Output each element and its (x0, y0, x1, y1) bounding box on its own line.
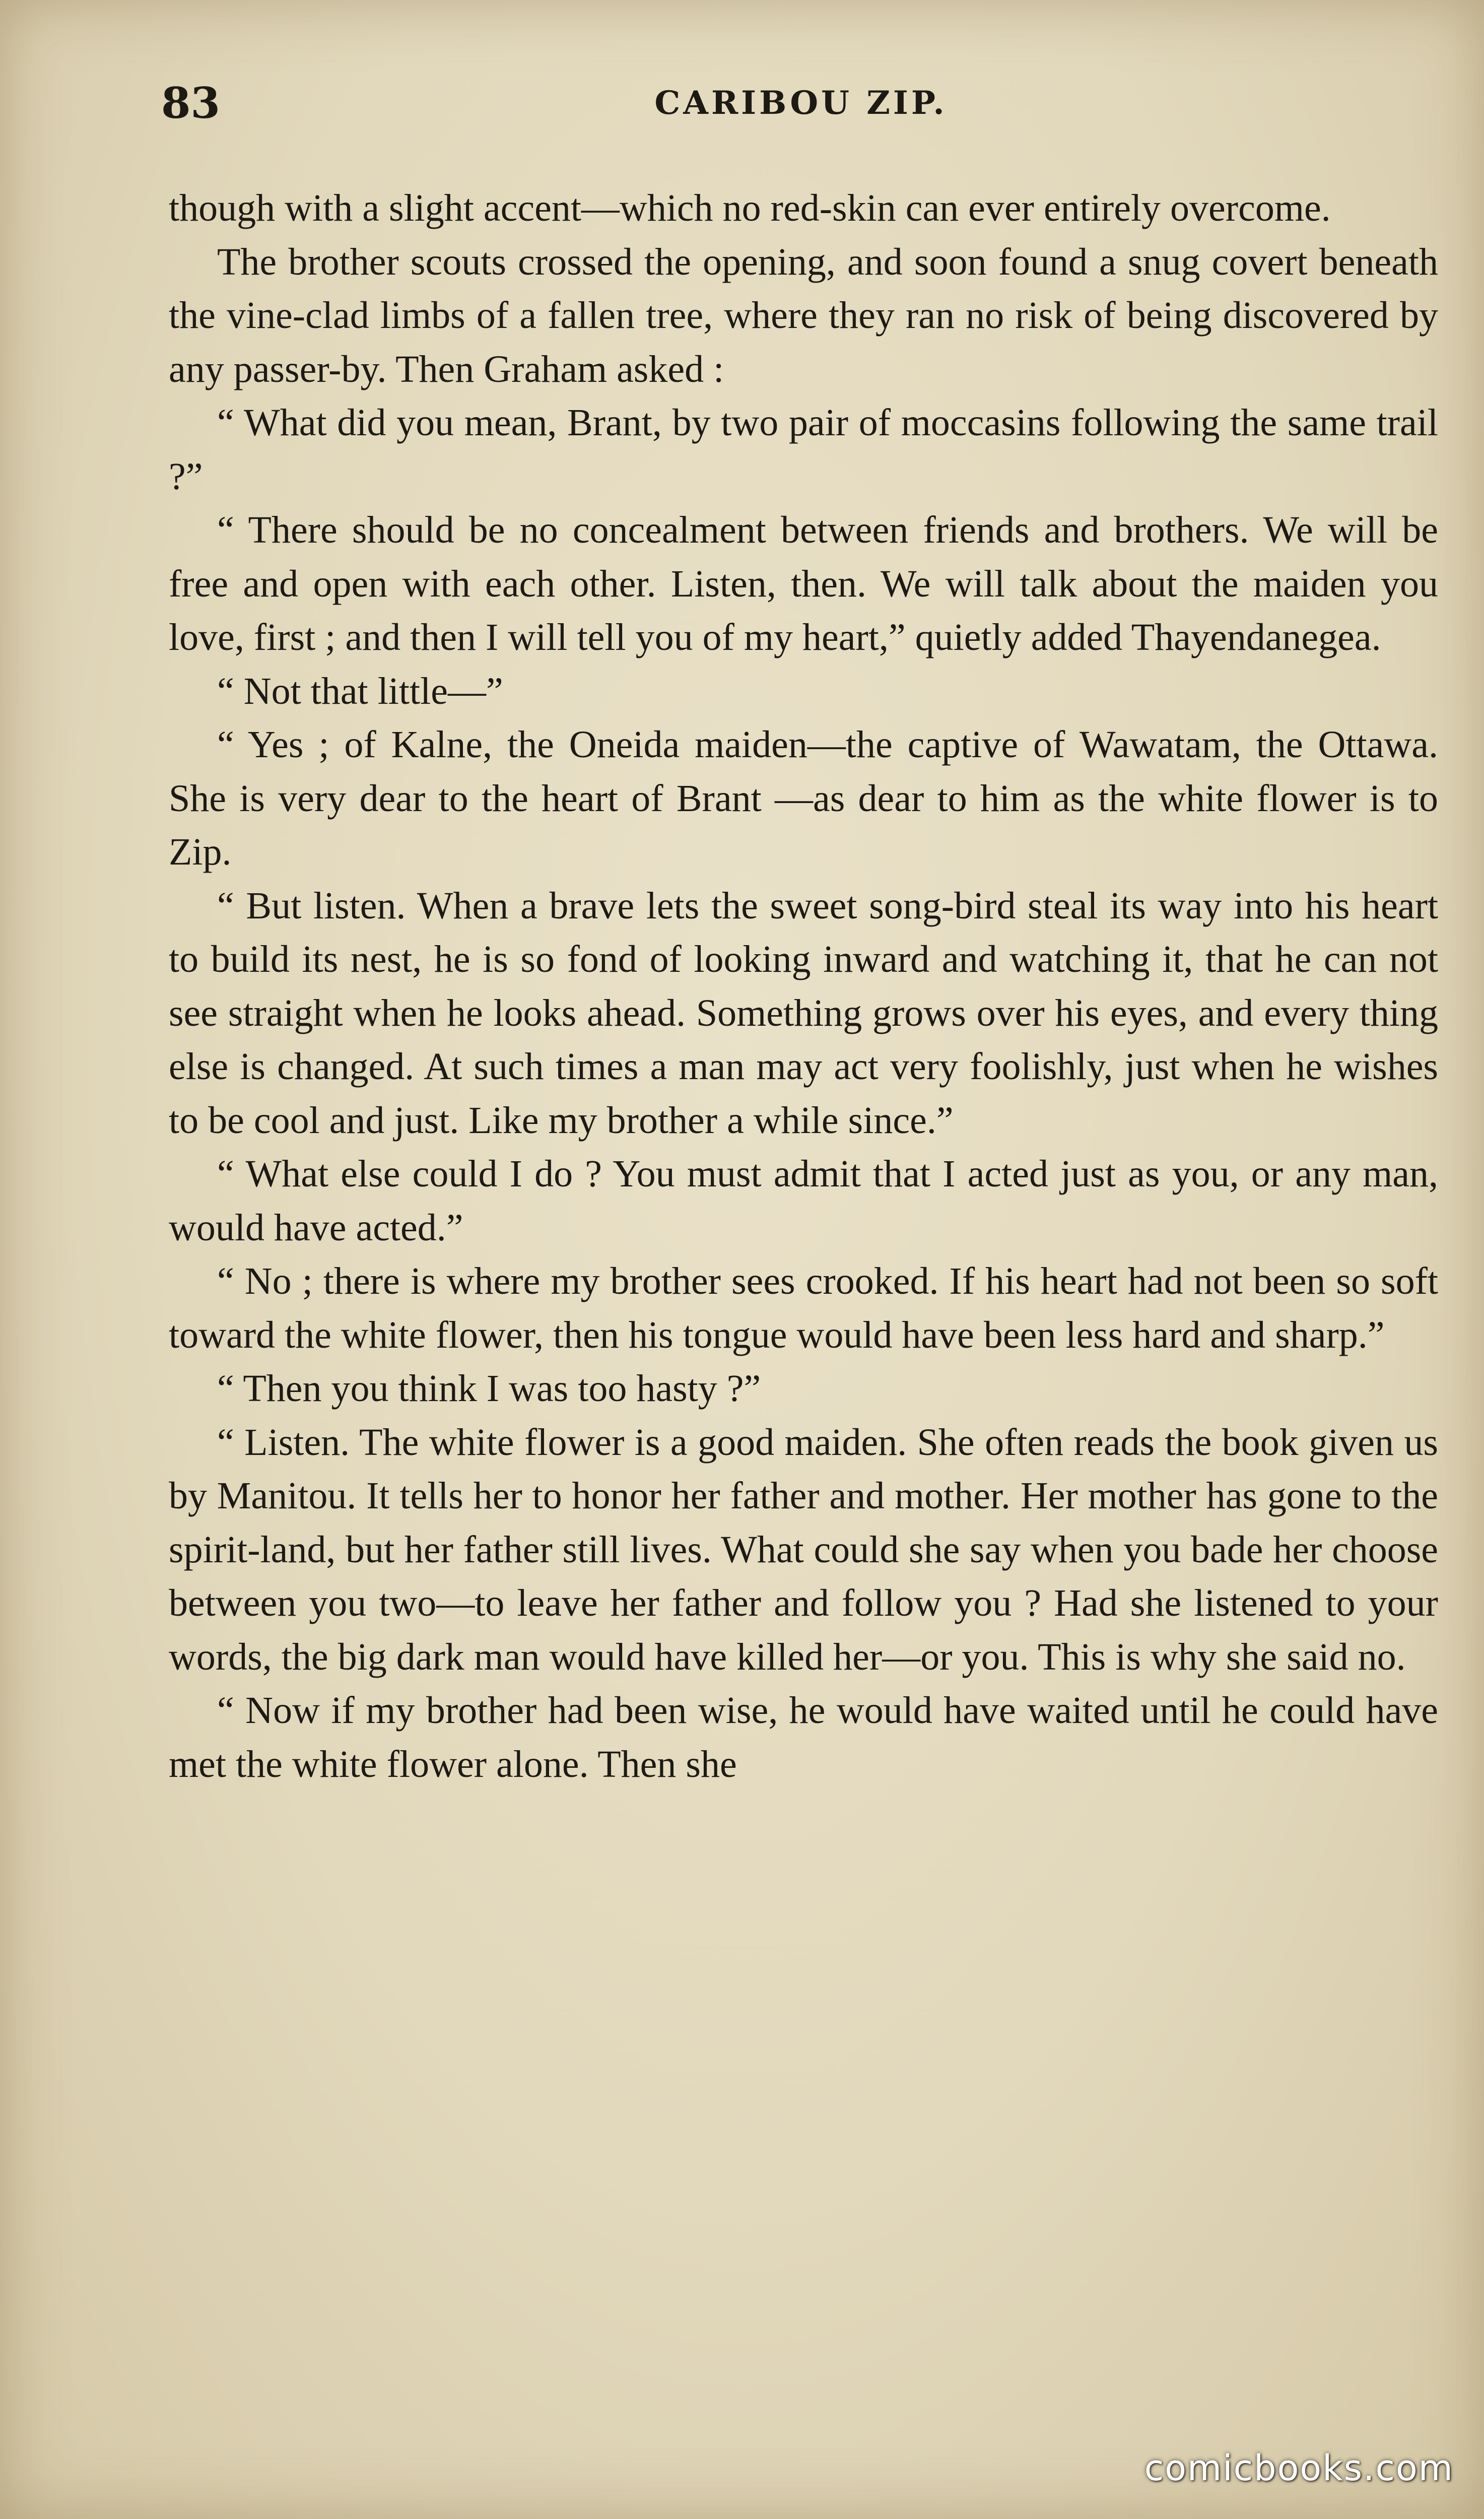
paragraph: “ What did you mean, Brant, by two pair of moccasins following the same trail ?” (169, 402, 1438, 498)
paragraph: “ What else could I do ? You must admit that I acted just as you, or any man, would have acted.” (169, 1153, 1438, 1249)
running-title: CARIBOU ZIP. (654, 84, 948, 122)
paragraph: “ Not that little—” (217, 670, 503, 712)
paragraph: though with a slight accent—which no red-skin can ever entirely overcome. (169, 187, 1331, 229)
paragraph: “ But listen. When a brave lets the sweet song-bird steal its way into his heart to build its nest, he is so fond of looking inward and watching it, that he can not see straight when he looks ahead. Something grows over his eyes, and every thing else is changed. At such times a man may act very foolishly, just when he wishes to be cool and just. Like my brother a while since.” (169, 884, 1438, 1142)
paragraph: “ There should be no concealment between friends and brothers. We will be free and open with each other. Listen, then. We will talk about the maiden you love, first ; and then I will tell you of my heart,” quietly added Thayendanegea. (169, 509, 1438, 658)
paragraph: “ Listen. The white flower is a good maiden. She often reads the book given us by Manitou. It tells her to honor her father and mother. Her mother has gone to the spirit-land, but her father still lives. What could she say when you bade her choose between you two—to leave her father and follow you ? Had she listened to your words, the big dark man would have killed her—or you. This is why she said no. (169, 1421, 1438, 1678)
body-text (169, 181, 1438, 1791)
page-header (161, 76, 1441, 131)
paragraph: “ Yes ; of Kalne, the Oneida maiden—the captive of Wawatam, the Ottawa. She is very dear to the heart of Brant —as dear to him as the white flower is to Zip. (169, 723, 1438, 873)
paragraph: “ Then you think I was too hasty ?” (217, 1367, 761, 1410)
page-number: 83 (161, 78, 220, 128)
paragraph: “ No ; there is where my brother sees crooked. If his heart had not been so soft toward the white flower, then his tongue would have been less hard and sharp.” (169, 1260, 1438, 1356)
paragraph: “ Now if my brother had been wise, he would have waited until he could have met the white flower alone. Then she (169, 1689, 1438, 1785)
watermark: comicbooks.com (1144, 2447, 1454, 2489)
paragraph: The brother scouts crossed the opening, and soon found a snug covert beneath the vine-clad limbs of a fallen tree, where they ran no risk of being discovered by any passer-by. Then Graham asked : (169, 240, 1438, 390)
